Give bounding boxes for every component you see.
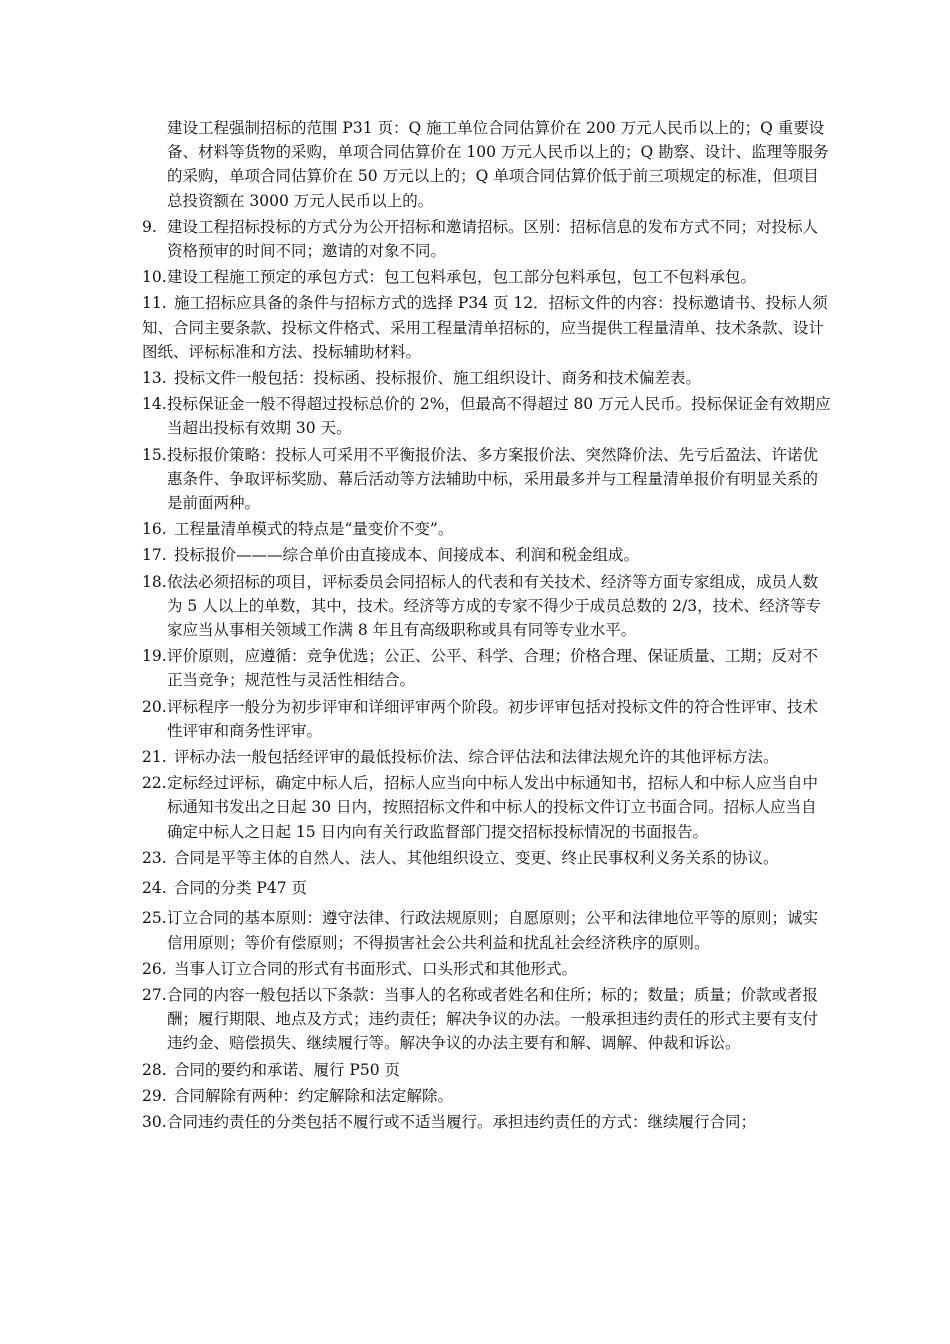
item-text: 合同的内容一般包括以下条款：当事人的名称或者姓名和住所；标的；数量；质量；价款或者报酬；履行期限、地点及方式；违约责任；解决争议的办法。一般承担违约责任的形式主要有支付违约金、赔偿损失、继续履行等。解决争议的办法主要有和解、调解、仲裁和诉讼。 xyxy=(167,985,819,1053)
list-item xyxy=(142,983,832,1056)
list-item xyxy=(142,846,832,870)
item-text: 当事人订立合同的形式有书面形式、口头形式和其他形式。 xyxy=(174,959,578,978)
list-item xyxy=(142,570,832,643)
item-number: 26. xyxy=(142,959,167,978)
item-text: 评价原则，应遵循：竞争优选；公正、公平、科学、合理；价格合理、保证质量、工期；反对不正当竞争；规范性与灵活性相结合。 xyxy=(167,647,819,690)
item-text: 合同是平等主体的自然人、法人、其他组织设立、变更、终止民事权利义务关系的协议。 xyxy=(174,848,779,867)
item-number: 23. xyxy=(142,848,167,867)
list-item xyxy=(142,392,832,440)
item-text: 建设工程施工预定的承包方式：包工包料承包，包工部分包料承包，包工不包料承包。 xyxy=(167,268,757,287)
list-item xyxy=(142,366,832,390)
item-text: 投标报价———综合单价由直接成本、间接成本、利润和税金组成。 xyxy=(174,546,640,565)
item-number: 20. xyxy=(142,697,167,716)
item-number: 14. xyxy=(142,395,167,414)
item-text: 投标报价策略：投标人可采用不平衡报价法、多方案报价法、突然降价法、先亏后盈法、许诺优惠条件、争取评标奖励、幕后活动等方法辅助中标，采用最多并与工程量清单报价有明显关系的是前面两种。 xyxy=(167,445,819,513)
list-item xyxy=(142,906,832,954)
item-text: 建设工程招标投标的方式分为公开招标和邀请招标。区别：招标信息的发布方式不同；对投标人资格预审的时间不同；邀请的对象不同。 xyxy=(167,217,819,261)
item-text: 评标程序一般分为初步评审和详细评审两个阶段。初步评审包括对投标文件的符合性评审、技术性评审和商务性评审。 xyxy=(167,697,819,740)
list-item xyxy=(142,1058,832,1082)
list-item xyxy=(142,291,832,364)
item-text: 投标文件一般包括：投标函、投标报价、施工组织设计、商务和技术偏差表。 xyxy=(174,369,702,388)
list-item xyxy=(142,517,832,541)
list-item xyxy=(142,695,832,743)
list-item xyxy=(142,116,832,213)
item-text: 施工招标应具备的条件与招标方式的选择 P34 页 12．招标文件的内容：投标邀请书、投标人须知、合同主要条款、投标文件格式、采用工程量清单招标的，应当提供工程量清单、技术条款、设计图纸、评标标准和方法、投标辅助材料。 xyxy=(142,294,828,361)
item-text: 合同解除有两种：约定解除和法定解除。 xyxy=(174,1086,454,1105)
item-number: 15. xyxy=(142,445,167,464)
item-number: 27. xyxy=(142,985,167,1004)
item-text: 工程量清单模式的特点是“量变价不变”。 xyxy=(174,520,454,539)
item-number: 16. xyxy=(142,520,167,539)
item-text: 依法必须招标的项目，评标委员会同招标人的代表和有关技术、经济等方面专家组成，成员人数为 5 人以上的单数，其中，技术。经济等方成的专家不得少于成员总数的 2/3，技术、经济等专家应当从事相关领域工作满 8 年且有高级职称或具有同等专业水平。 xyxy=(167,572,822,640)
item-number: 25. xyxy=(142,909,167,928)
item-text: 合同的分类 P47 页 xyxy=(174,879,308,898)
item-number: 24. xyxy=(142,879,167,898)
list-item xyxy=(142,745,832,769)
list-item xyxy=(142,876,832,900)
item-text: 建设工程强制招标的范围 P31 页：Q 施工单位合同估算价在 200 万元人民币以上的；Q 重要设备、材料等货物的采购，单项合同估算价在 100 万元人民币以上的；Q 勘察、设计、监理等服务的采购，单项合同估算价在 50 万元以上的；Q 单项合同估算价低于前三项规定的标准，但项目总投资额在 3000 万元人民币以上的。 xyxy=(167,119,829,210)
item-number: 17. xyxy=(142,546,167,565)
item-number: 10. xyxy=(142,268,167,287)
list-item xyxy=(142,215,832,263)
item-number: 13. xyxy=(142,369,167,388)
item-number: 11. xyxy=(142,294,167,313)
list-item xyxy=(142,771,832,844)
list-item xyxy=(142,543,832,567)
list-item xyxy=(142,644,832,692)
list-item xyxy=(142,1110,832,1134)
item-number: 21. xyxy=(142,748,167,767)
item-text: 定标经过评标，确定中标人后，招标人应当向中标人发出中标通知书，招标人和中标人应当自中标通知书发出之日起 30 日内，按照招标文件和中标人的投标文件订立书面合同。招标人应当自确定中标人之日起 15 日内向有关行政监督部门提交招标投标情况的书面报告。 xyxy=(167,774,819,841)
item-number: 22. xyxy=(142,774,167,793)
document-body xyxy=(142,116,832,1136)
item-number: 28. xyxy=(142,1060,167,1079)
item-text: 合同违约责任的分类包括不履行或不适当履行。承担违约责任的方式：继续履行合同； xyxy=(167,1112,757,1131)
item-number: 19. xyxy=(142,647,167,666)
list-item xyxy=(142,443,832,516)
item-number: 9. xyxy=(142,217,157,236)
item-text: 订立合同的基本原则：遵守法律、行政法规原则；自愿原则；公平和法律地位平等的原则；诚实信用原则；等价有偿原则；不得损害社会公共利益和扰乱社会经济秩序的原则。 xyxy=(167,909,819,952)
item-number: 29. xyxy=(142,1086,167,1105)
list-item xyxy=(142,1084,832,1108)
item-text: 评标办法一般包括经评审的最低投标价法、综合评估法和法律法规允许的其他评标方法。 xyxy=(174,748,779,767)
item-number: 18. xyxy=(142,572,167,591)
list-item xyxy=(142,957,832,981)
list-item xyxy=(142,265,832,289)
item-text: 合同的要约和承诺、履行 P50 页 xyxy=(174,1060,401,1079)
item-text: 投标保证金一般不得超过投标总价的 2%，但最高不得超过 80 万元人民币。投标保证金有效期应当超出投标有效期 30 天。 xyxy=(167,395,831,438)
item-number: 30. xyxy=(142,1112,167,1131)
